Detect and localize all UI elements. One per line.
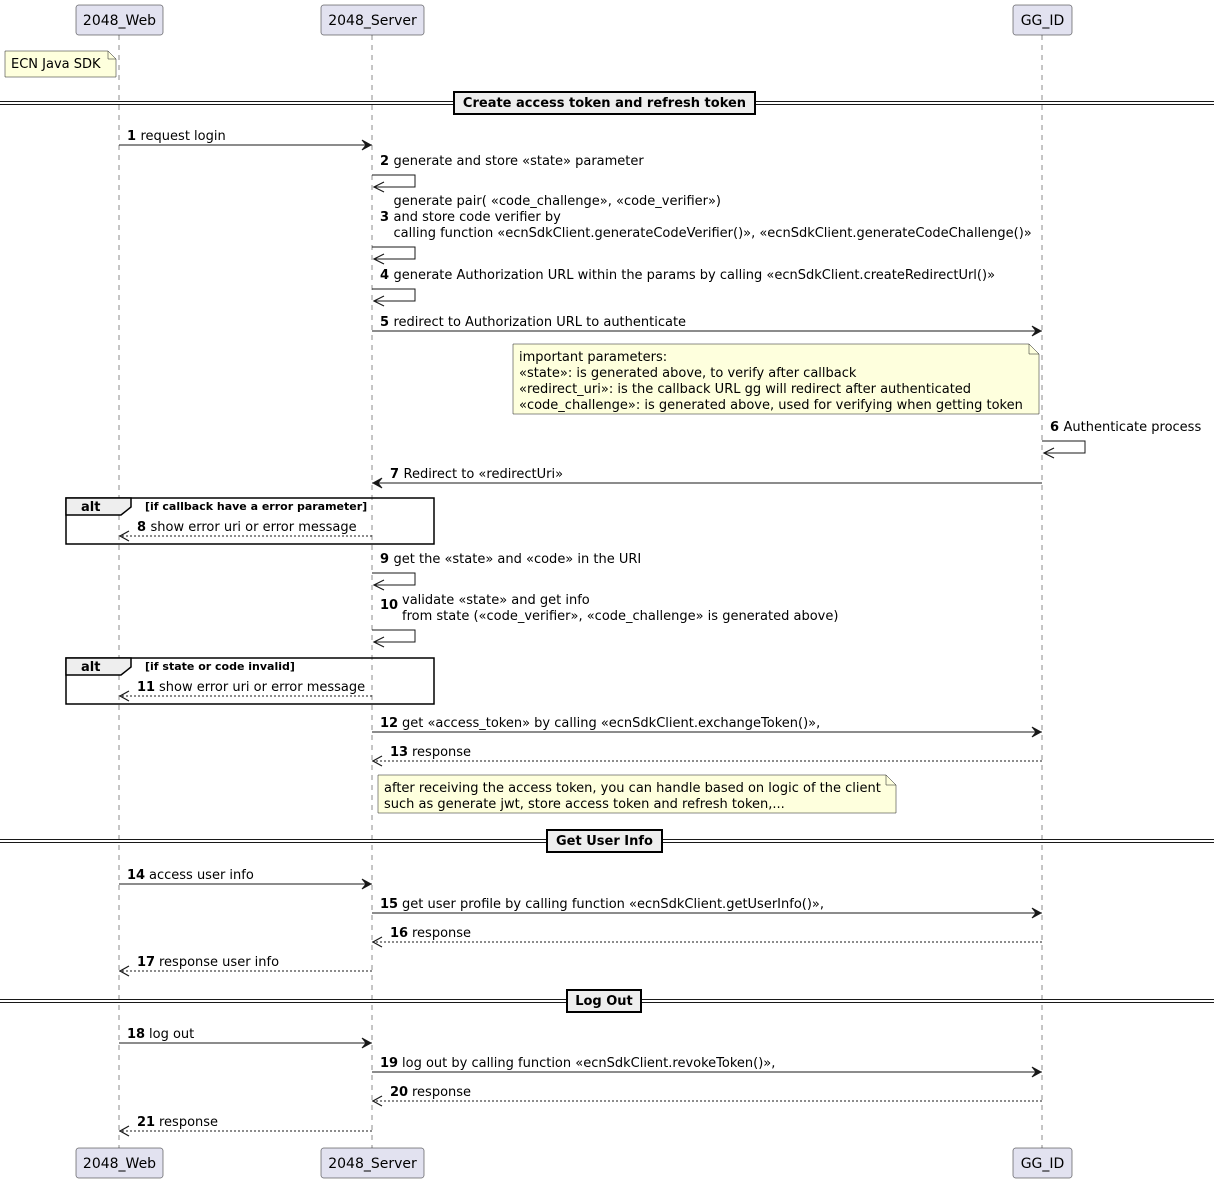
message-label: response bbox=[412, 926, 472, 941]
message-label: generate Authorization URL within the params by calling «ecnSdkClient.createRedirectUrl()» bbox=[393, 268, 996, 283]
message-label: show error uri or error message bbox=[150, 520, 357, 535]
message-label: response bbox=[412, 745, 472, 760]
message-number: 7 bbox=[390, 467, 400, 482]
message-number: 2 bbox=[380, 154, 390, 169]
message-number: 8 bbox=[137, 520, 147, 535]
message-14 bbox=[119, 868, 372, 889]
message-number: 12 bbox=[380, 716, 399, 731]
message-9 bbox=[372, 552, 641, 590]
message-label: response bbox=[159, 1115, 219, 1130]
message-number: 11 bbox=[137, 680, 156, 695]
separator-2 bbox=[0, 830, 1214, 852]
separator-3 bbox=[0, 990, 1214, 1012]
message-label: Authenticate process bbox=[1063, 420, 1202, 435]
participant-label: 2048_Server bbox=[328, 1156, 417, 1172]
message-18 bbox=[119, 1027, 372, 1048]
message-number: 20 bbox=[390, 1085, 409, 1100]
message-1 bbox=[119, 129, 372, 150]
message-number: 5 bbox=[380, 315, 390, 330]
participant-label: GG_ID bbox=[1020, 1156, 1065, 1172]
message-number: 3 bbox=[380, 210, 390, 225]
note-line: important parameters: bbox=[519, 350, 668, 365]
message-number: 17 bbox=[137, 955, 156, 970]
message-5 bbox=[372, 315, 1042, 336]
message-7 bbox=[372, 467, 1042, 488]
message-label: get the «state» and «code» in the URI bbox=[393, 552, 642, 567]
message-number: 1 bbox=[127, 129, 137, 144]
message-number: 10 bbox=[380, 598, 399, 613]
alt-condition: [if callback have a error parameter] bbox=[145, 500, 368, 513]
message-17 bbox=[119, 955, 372, 976]
participant-server-bottom bbox=[321, 1148, 424, 1178]
note-2 bbox=[378, 775, 896, 813]
message-20 bbox=[372, 1085, 1042, 1106]
message-15 bbox=[372, 897, 1042, 918]
message-4 bbox=[372, 268, 995, 306]
separator-1 bbox=[0, 92, 1214, 114]
message-label: from state («code_verifier», «code_challenge» is generated above) bbox=[402, 609, 839, 624]
participant-label: GG_ID bbox=[1020, 13, 1065, 29]
alt-condition: [if state or code invalid] bbox=[145, 660, 295, 673]
participant-web-bottom bbox=[76, 1148, 163, 1178]
message-label: generate pair( «code_challenge», «code_verifier») bbox=[393, 194, 722, 209]
message-number: 15 bbox=[380, 897, 399, 912]
message-12 bbox=[372, 716, 1042, 737]
note-line: after receiving the access token, you can handle based on logic of the client bbox=[384, 781, 881, 796]
message-11 bbox=[119, 680, 372, 701]
message-19 bbox=[372, 1056, 1042, 1077]
message-10 bbox=[372, 593, 838, 647]
message-number: 9 bbox=[380, 552, 390, 567]
message-number: 18 bbox=[127, 1027, 146, 1042]
message-label: validate «state» and get info bbox=[402, 593, 590, 608]
message-label: get user profile by calling function «ecnSdkClient.getUserInfo()», bbox=[402, 897, 824, 912]
message-label: generate and store «state» parameter bbox=[393, 154, 644, 169]
note-line: «state»: is generated above, to verify after callback bbox=[519, 366, 857, 381]
participant-gg-bottom bbox=[1013, 1148, 1072, 1178]
separator-label: Create access token and refresh token bbox=[462, 96, 747, 111]
message-number: 4 bbox=[380, 268, 390, 283]
message-label: Redirect to «redirectUri» bbox=[403, 467, 564, 482]
separator-label: Get User Info bbox=[556, 834, 653, 849]
message-number: 13 bbox=[390, 745, 409, 760]
message-number: 19 bbox=[380, 1056, 399, 1071]
message-number: 6 bbox=[1050, 420, 1060, 435]
message-number: 14 bbox=[127, 868, 146, 883]
participant-label: 2048_Web bbox=[82, 13, 157, 29]
participant-web-top bbox=[76, 5, 163, 35]
alt-keyword: alt bbox=[81, 660, 101, 675]
participant-label: 2048_Web bbox=[82, 1156, 157, 1172]
message-6 bbox=[1042, 420, 1201, 458]
message-label: get «access_token» by calling «ecnSdkClient.exchangeToken()», bbox=[402, 716, 821, 731]
note-line: «code_challenge»: is generated above, used for verifying when getting token bbox=[519, 398, 1023, 413]
alt-keyword: alt bbox=[81, 500, 101, 515]
note-1 bbox=[513, 344, 1039, 414]
message-3 bbox=[372, 194, 1032, 264]
message-8 bbox=[119, 520, 372, 541]
message-21 bbox=[119, 1115, 372, 1136]
participant-label: 2048_Server bbox=[328, 13, 417, 29]
message-label: access user info bbox=[149, 868, 254, 883]
message-label: request login bbox=[140, 129, 226, 144]
message-16 bbox=[372, 926, 1042, 947]
sdk-note bbox=[5, 51, 116, 77]
message-number: 16 bbox=[390, 926, 409, 941]
message-label: response user info bbox=[159, 955, 280, 970]
message-label: calling function «ecnSdkClient.generateCodeVerifier()», «ecnSdkClient.generateCodeChallenge()» bbox=[393, 226, 1032, 241]
message-13 bbox=[372, 745, 1042, 766]
note-line: such as generate jwt, store access token and refresh token,... bbox=[384, 797, 785, 812]
message-label: log out bbox=[149, 1027, 195, 1042]
sdk-note-text: ECN Java SDK bbox=[11, 57, 101, 72]
message-label: and store code verifier by bbox=[393, 210, 561, 225]
message-label: redirect to Authorization URL to authenticate bbox=[393, 315, 687, 330]
message-2 bbox=[372, 154, 644, 192]
separator-label: Log Out bbox=[575, 994, 633, 1009]
message-label: log out by calling function «ecnSdkClient.revokeToken()», bbox=[402, 1056, 776, 1071]
message-label: show error uri or error message bbox=[159, 680, 366, 695]
participant-server-top bbox=[321, 5, 424, 35]
note-line: «redirect_uri»: is the callback URL gg will redirect after authenticated bbox=[519, 382, 972, 397]
message-number: 21 bbox=[137, 1115, 156, 1130]
participant-gg-top bbox=[1013, 5, 1072, 35]
message-label: response bbox=[412, 1085, 472, 1100]
